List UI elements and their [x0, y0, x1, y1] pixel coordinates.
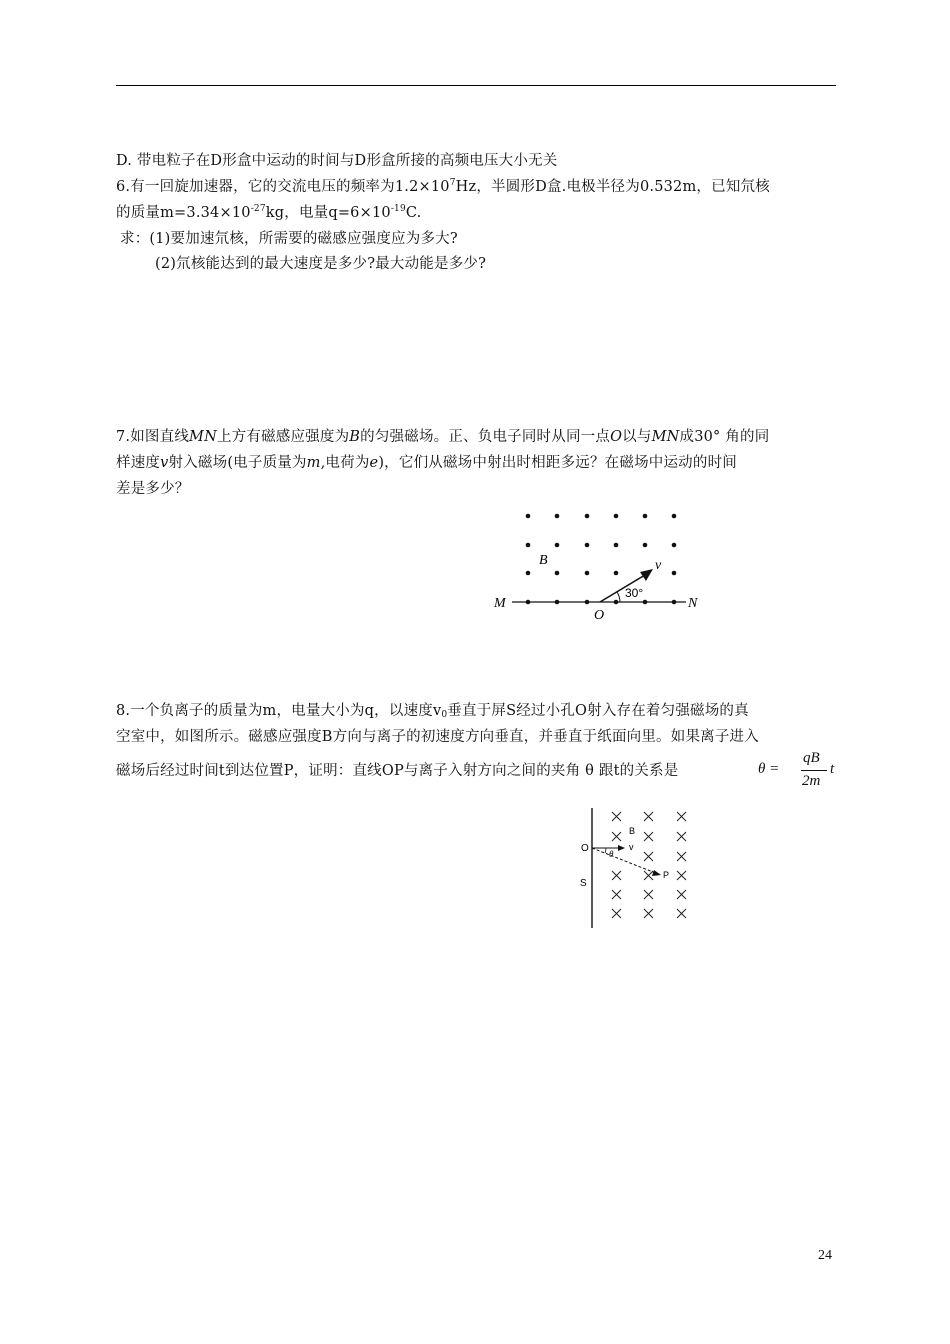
header-rule: [116, 85, 836, 86]
q8-line-2: 空室中，如图所示。磁感应强度B方向与离子的初速度方向垂直，并垂直于纸面向里。如果离子进入: [116, 729, 759, 745]
q6-ask-1: 求：(1)要加速氘核，所需要的磁感应强度应为多大?: [120, 231, 458, 247]
q7-figure: [490, 505, 710, 625]
initial-velocity-arrowhead: [618, 845, 625, 851]
label-o: O: [581, 843, 589, 854]
q7-line-3: 差是多少？: [116, 481, 190, 497]
theta-arc: [605, 848, 606, 853]
q8-line-1: 8.一个负离子的质量为m，电量大小为q，以速度$v_0$垂直于屏S经过小孔O射入存在着匀强磁场的真: [116, 703, 749, 720]
label-b: B: [539, 553, 548, 568]
label-n: N: [688, 596, 698, 611]
q6-ask-2: (2)氘核能达到的最大速度是多少?最大动能是多少?: [155, 256, 487, 272]
magnetic-field-dots: [526, 514, 677, 605]
velocity-arrowhead: [640, 569, 653, 581]
label-angle: 30°: [625, 586, 644, 600]
label-v: v: [655, 558, 662, 573]
label-s: S: [580, 878, 587, 889]
formula-lhs: θ =: [758, 761, 780, 777]
formula-denominator: 2m: [802, 773, 821, 789]
q8-line-3: 磁场后经过时间t到达位置P，证明：直线OP与离子入射方向之间的夹角 θ 跟t的关系是: [116, 763, 679, 779]
fraction-bar: [801, 770, 827, 771]
formula-tail: t: [830, 761, 835, 777]
label-p: P: [663, 870, 670, 880]
q7-line-1: 7.如图直线MN上方有磁感应强度为B的匀强磁场。正、负电子同时从同一点O以与MN成30° 角的同: [116, 429, 770, 445]
label-m: M: [494, 596, 506, 611]
page-number: 24: [818, 1248, 832, 1263]
formula-numerator: qB: [803, 750, 820, 766]
op-arrowhead: [652, 870, 661, 876]
q5-option-d: D. 带电粒子在D形盒中运动的时间与D形盒所接的高频电压大小无关: [116, 153, 558, 169]
q6-line-2: 的质量$m=3.34\times 10^{-27}kg$，电量$q=6\times 10^{-19}C$.: [116, 204, 422, 221]
magnetic-field-crosses: [612, 812, 686, 918]
line-op: [592, 848, 658, 874]
label-b: B: [629, 826, 636, 836]
label-o: O: [594, 608, 605, 623]
q8-figure: [572, 806, 712, 931]
label-v: v: [629, 842, 634, 852]
q7-line-2: 样速度v射入磁场(电子质量为m,电荷为e)，它们从磁场中射出时相距多远？在磁场中运动的时间: [116, 455, 737, 471]
q6-line-1: 6.有一回旋加速器，它的交流电压的频率为$1.2\times 10^7Hz$，半圆形D盒.电极半径为0.532m，已知氘核: [116, 178, 770, 195]
label-theta: θ: [609, 849, 614, 859]
